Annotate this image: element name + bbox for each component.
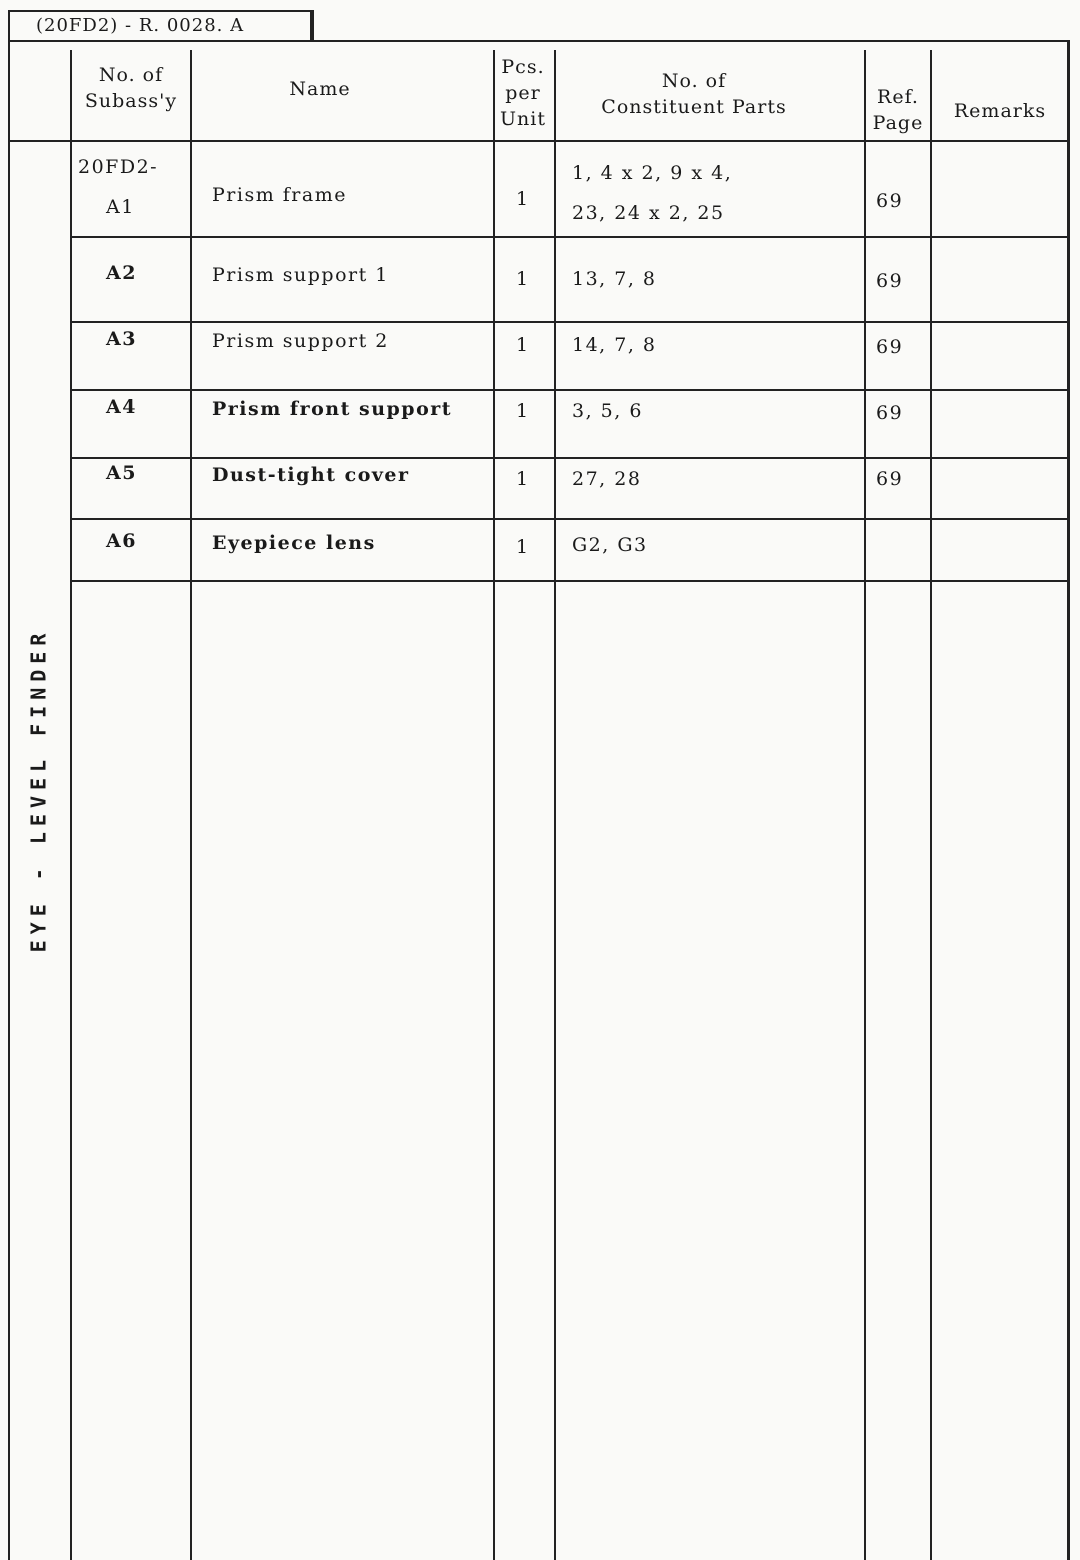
- constituent-parts: 3, 5, 6: [572, 400, 643, 422]
- row-divider: [70, 321, 1070, 323]
- header-subassy-line: No. of: [98, 64, 164, 86]
- section-label: EYE - LEVEL FINDER: [26, 627, 50, 953]
- section-label-container: [18, 580, 58, 1000]
- row-divider: [70, 518, 1070, 520]
- subassy-number: A3: [106, 328, 137, 350]
- constituent-parts: 1, 4 x 2, 9 x 4,: [572, 162, 733, 184]
- row-divider: [70, 580, 1070, 582]
- row-divider: [70, 457, 1070, 459]
- header-constituent-parts: [556, 68, 832, 120]
- column-divider: [190, 50, 192, 1560]
- column-divider: [554, 50, 556, 1560]
- header-ref-line: Ref.: [877, 86, 919, 108]
- row-divider: [70, 389, 1070, 391]
- pcs-per-unit: 1: [516, 536, 530, 558]
- header-parts-line: Constituent Parts: [601, 96, 787, 118]
- constituent-parts: 27, 28: [572, 468, 642, 490]
- part-name: Prism support 1: [212, 264, 389, 286]
- constituent-parts: 23, 24 x 2, 25: [572, 202, 725, 224]
- constituent-parts: 14, 7, 8: [572, 334, 657, 356]
- header-parts-line: No. of: [661, 70, 727, 92]
- header-remarks: Remarks: [953, 100, 1047, 122]
- ref-page: 69: [876, 336, 904, 358]
- header-pcs-per-unit: [494, 54, 552, 132]
- constituent-parts: 13, 7, 8: [572, 268, 657, 290]
- ref-page: 69: [876, 270, 904, 292]
- ref-page: 69: [876, 190, 904, 212]
- pcs-per-unit: 1: [516, 468, 530, 490]
- column-divider: [70, 50, 72, 1560]
- subassy-number: A5: [106, 462, 137, 484]
- constituent-parts: G2, G3: [572, 534, 648, 556]
- part-name: Dust-tight cover: [212, 464, 410, 486]
- row-divider: [70, 236, 1070, 238]
- subassy-number: A4: [106, 396, 137, 418]
- column-divider: [930, 50, 932, 1560]
- header-pcs-line: Pcs.: [501, 56, 545, 78]
- subassy-number: A6: [106, 530, 137, 552]
- header-subassy-line: Subass'y: [84, 90, 178, 112]
- header-ref-line: Page: [872, 112, 924, 134]
- column-divider: [864, 50, 866, 1560]
- pcs-per-unit: 1: [516, 400, 530, 422]
- part-name: Eyepiece lens: [212, 532, 376, 554]
- parts-table-frame: [8, 40, 1070, 1560]
- pcs-per-unit: 1: [516, 188, 530, 210]
- header-pcs-line: Unit: [500, 108, 546, 130]
- part-name: Prism frame: [212, 184, 347, 206]
- column-divider: [493, 50, 495, 1560]
- ref-page: 69: [876, 468, 904, 490]
- subassy-number: A2: [106, 262, 137, 284]
- part-name: Prism front support: [212, 398, 453, 420]
- subassy-number: A1: [106, 196, 135, 218]
- ref-page: 69: [876, 402, 904, 424]
- part-name: Prism support 2: [212, 330, 389, 352]
- pcs-per-unit: 1: [516, 334, 530, 356]
- header-ref-page: [866, 84, 930, 136]
- document-reference-code: (20FD2) - R. 0028. A: [8, 10, 314, 40]
- header-divider: [10, 140, 1070, 142]
- pcs-per-unit: 1: [516, 268, 530, 290]
- subassy-prefix: 20FD2-: [78, 156, 159, 178]
- header-subassy: [72, 62, 190, 114]
- header-pcs-line: per: [505, 82, 541, 104]
- header-name: Name: [289, 78, 351, 100]
